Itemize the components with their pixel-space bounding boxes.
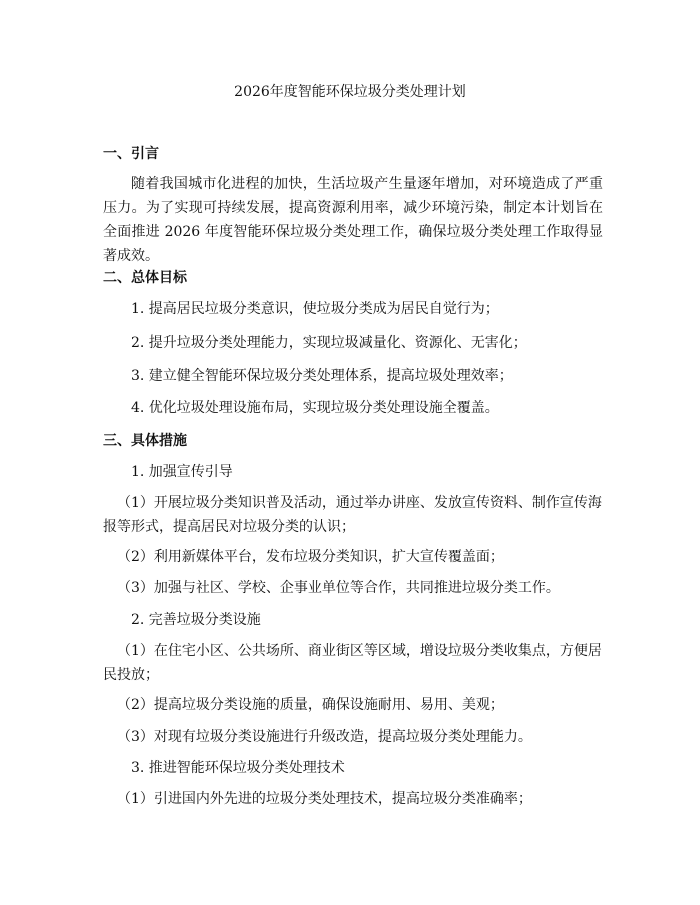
goal-item: 4. 优化垃圾处理设施布局，实现垃圾分类处理设施全覆盖。 (131, 400, 499, 416)
measure-item: （2）提高垃圾分类设施的质量，确保设施耐用、易用、美观； (117, 697, 504, 713)
measure-subsection-title: 2. 完善垃圾分类设施 (131, 612, 261, 628)
measure-item: （3）加强与社区、学校、企事业单位等合作，共同推进垃圾分类工作。 (117, 580, 560, 596)
goal-item: 1. 提高居民垃圾分类意识，使垃圾分类成为居民自觉行为； (131, 301, 499, 317)
goal-item: 2. 提升垃圾分类处理能力，实现垃圾减量化、资源化、无害化； (131, 335, 527, 351)
measure-subsection-title: 1. 加强宣传引导 (131, 464, 233, 480)
measure-item: （2）利用新媒体平台，发布垃圾分类知识，扩大宣传覆盖面； (117, 549, 504, 565)
introduction-paragraph: 随着我国城市化进程的加快，生活垃圾产生量逐年增加，对环境造成了严重压力。为了实现可持续发展，提高资源利用率，减少环境污染，制定本计划旨在全面推进 2026 年度智能环保垃圾分类处理工作，确保垃圾分类处理工作取得显著成效。 (103, 176, 603, 264)
measure-subsection-title: 3. 推进智能环保垃圾分类处理技术 (131, 760, 345, 776)
measure-item: （1）引进国内外先进的垃圾分类处理技术，提高垃圾分类准确率； (117, 791, 532, 807)
section-heading-introduction: 一、引言 (103, 146, 159, 162)
measure-item: （1）开展垃圾分类知识普及活动，通过举办讲座、发放宣传资料、制作宣传海报等形式，提高居民对垃圾分类的认识； (103, 495, 602, 535)
measure-item: （3）对现有垃圾分类设施进行升级改造，提高垃圾分类处理能力。 (117, 729, 532, 745)
section-heading-measures: 三、具体措施 (103, 433, 187, 449)
measure-item: （1）在住宅小区、公共场所、商业街区等区域，增设垃圾分类收集点，方便居民投放； (103, 643, 602, 683)
goal-item: 3. 建立健全智能环保垃圾分类处理体系，提高垃圾处理效率； (131, 368, 513, 384)
document-title: 2026年度智能环保垃圾分类处理计划 (234, 84, 466, 100)
section-heading-goals: 二、总体目标 (103, 270, 187, 286)
